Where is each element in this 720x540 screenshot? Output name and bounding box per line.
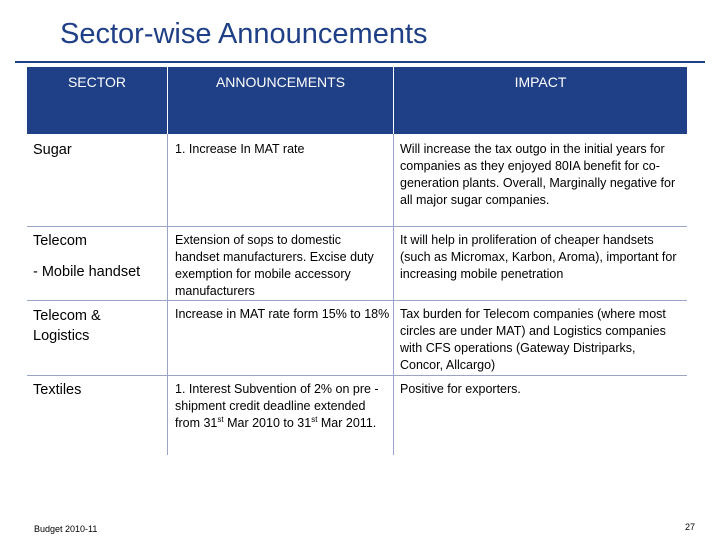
announcement-text: Mar 2011. [317, 416, 377, 430]
impact-sugar: Will increase the tax outgo in the initial years for companies as they enjoyed 80IA benefit for co-generation plants. Overall, Marginally negative for all major sugar companies. [400, 142, 676, 207]
column-divider [167, 134, 168, 455]
header-sector: SECTOR [67, 74, 127, 90]
row-divider [27, 226, 687, 227]
sector-telecom-sub: - Mobile handset [33, 264, 141, 280]
sector-textiles: Textiles [33, 382, 82, 398]
header-separator [167, 67, 168, 134]
sector-telecom-logistics: Telecom & Logistics [33, 308, 101, 344]
title-underline [15, 61, 705, 63]
page-number: 27 [684, 522, 695, 532]
sector-telecom: Telecom [33, 233, 87, 249]
header-announcements: ANNOUNCEMENTS [215, 74, 346, 90]
announcement-telecom-logistics: Increase in MAT rate form 15% to 18% [175, 307, 390, 321]
header-separator [393, 67, 394, 134]
ordinal-suffix: st [311, 414, 318, 424]
impact-textiles: Positive for exporters. [400, 382, 521, 396]
announcement-sugar: 1. Increase In MAT rate [175, 142, 305, 156]
announcement-text: Mar 2010 to 31 [223, 416, 312, 430]
announcement-text: 1. Interest Subvention of 2% on pre -shipment credit deadline extended from 31 [175, 382, 379, 430]
announcement-telecom: Extension of sops to domestic handset manufacturers. Excise duty exemption for mobile accessory manufacturers [175, 233, 374, 298]
column-divider [393, 134, 394, 455]
impact-telecom: It will help in proliferation of cheaper handsets (such as Micromax, Karbon, Aroma), important for increasing mobile penetration [400, 233, 677, 281]
announcement-textiles [175, 381, 387, 432]
page-title: Sector-wise Announcements [60, 18, 428, 50]
row-divider [27, 375, 687, 376]
sector-sugar: Sugar [33, 142, 72, 158]
row-divider [27, 300, 687, 301]
footer-label: Budget 2010-11 [34, 524, 98, 534]
header-impact: IMPACT [514, 74, 567, 90]
ordinal-suffix: st [217, 414, 224, 424]
impact-telecom-logistics: Tax burden for Telecom companies (where most circles are under MAT) and Logistics companies with CFS operations (Gateway Distriparks, Concor, Allcargo) [400, 307, 666, 372]
